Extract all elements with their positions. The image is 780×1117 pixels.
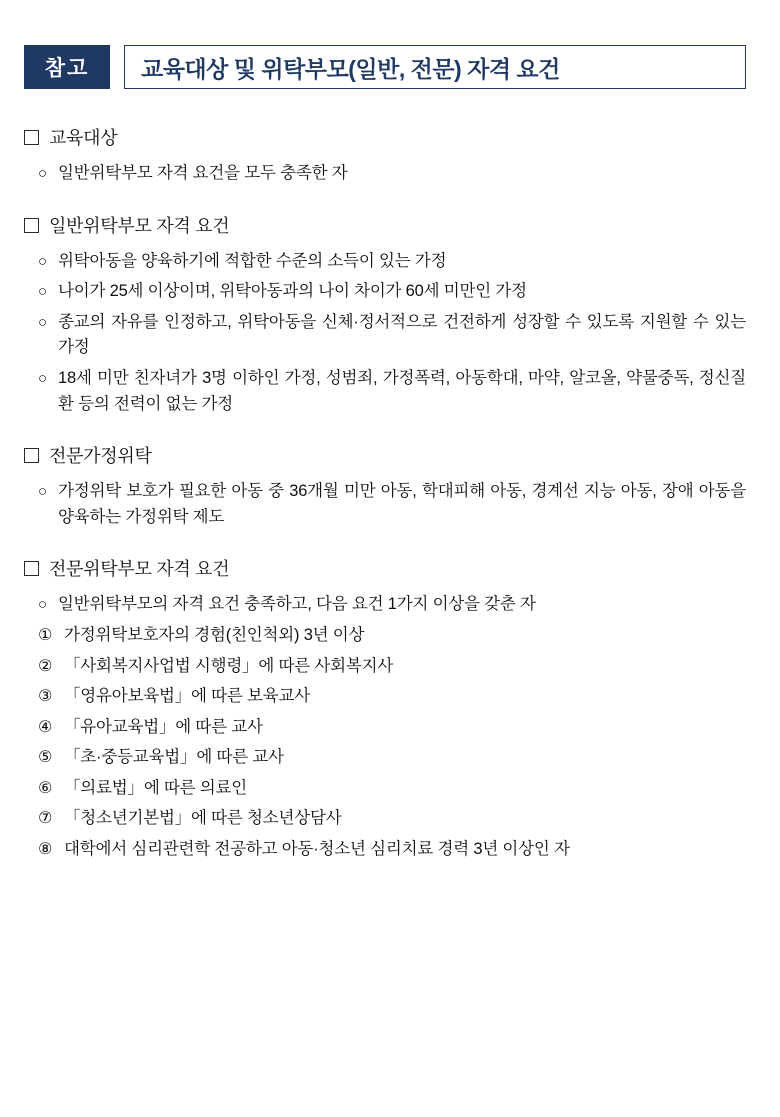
list-item xyxy=(24,161,746,187)
section xyxy=(24,556,746,862)
reference-badge: 참고 xyxy=(24,45,110,89)
list-item-text: 「유아교육법」에 따른 교사 xyxy=(64,717,263,736)
document-header xyxy=(24,45,746,89)
circle-bullet-icon: ○ xyxy=(38,283,48,301)
section-heading xyxy=(24,443,746,469)
numbered-bullet-icon: ⑤ xyxy=(38,749,53,767)
numbered-bullet-icon: ③ xyxy=(38,688,53,706)
section-title: 교육대상 xyxy=(49,128,118,148)
numbered-bullet-icon: ⑧ xyxy=(38,840,53,858)
list-item xyxy=(24,806,746,832)
list-item-text: 대학에서 심리관련학 전공하고 아동·청소년 심리치료 경력 3년 이상인 자 xyxy=(64,839,570,858)
list-item xyxy=(24,837,746,863)
list-item-text: 일반위탁부모의 자격 요건 충족하고, 다음 요건 1가지 이상을 갖춘 자 xyxy=(58,595,536,614)
list-item-text: 「초·중등교육법」에 따른 교사 xyxy=(64,748,284,767)
section-item-list xyxy=(24,592,746,862)
numbered-bullet-icon: ⑦ xyxy=(38,810,53,828)
section-title: 전문가정위탁 xyxy=(49,446,152,467)
list-item xyxy=(24,479,746,530)
section xyxy=(24,443,746,530)
section-item-list xyxy=(24,479,746,530)
circle-bullet-icon: ○ xyxy=(38,370,48,387)
page-title: 교육대상 및 위탁부모(일반, 전문) 자격 요건 xyxy=(141,55,560,82)
list-item-text: 「사회복지사업법 시행령」에 따른 사회복지사 xyxy=(64,656,394,675)
circle-bullet-icon: ○ xyxy=(38,165,48,183)
section xyxy=(24,213,746,417)
list-item-text: 18세 미만 친자녀가 3명 이하인 가정, 성범죄, 가정폭력, 아동학대, 마약, 알코올, 약물중독, 정신질환 등의 전력이 없는 가정 xyxy=(58,369,746,413)
checkbox-square-icon xyxy=(24,448,39,463)
section xyxy=(24,125,746,187)
list-item xyxy=(24,654,746,680)
circle-bullet-icon: ○ xyxy=(38,313,48,331)
section-heading xyxy=(24,125,746,151)
section-heading xyxy=(24,556,746,582)
checkbox-square-icon xyxy=(24,218,39,233)
list-item xyxy=(24,745,746,771)
list-item-text: 가정위탁 보호가 필요한 아동 중 36개월 미만 아동, 학대피해 아동, 경계선 지능 아동, 장애 아동을 양육하는 가정위탁 제도 xyxy=(58,482,746,526)
circle-bullet-icon: ○ xyxy=(38,596,48,614)
list-item xyxy=(24,623,746,649)
document-body xyxy=(24,125,746,863)
circle-bullet-icon: ○ xyxy=(38,483,48,501)
list-item xyxy=(24,776,746,802)
numbered-bullet-icon: ① xyxy=(38,627,53,644)
list-item-text: 종교의 자유를 인정하고, 위탁아동을 신체·정서적으로 건전하게 성장할 수 있도록 지원할 수 있는 가정 xyxy=(58,312,746,357)
list-item xyxy=(24,249,746,275)
checkbox-square-icon xyxy=(24,130,39,145)
list-item xyxy=(24,715,746,741)
list-item xyxy=(24,310,746,361)
list-item-text: 「청소년기본법」에 따른 청소년상담사 xyxy=(64,809,342,828)
list-item xyxy=(24,592,746,618)
list-item-text: 일반위탁부모 자격 요건을 모두 충족한 자 xyxy=(58,164,348,183)
section-item-list xyxy=(24,161,746,187)
list-item-text: 위탁아동을 양육하기에 적합한 수준의 소득이 있는 가정 xyxy=(58,251,447,270)
section-title: 일반위탁부모 자격 요건 xyxy=(49,215,230,236)
numbered-bullet-icon: ② xyxy=(38,657,53,675)
document-title-box xyxy=(124,45,746,89)
section-heading xyxy=(24,213,746,239)
list-item-text: 「의료법」에 따른 의료인 xyxy=(64,778,248,797)
list-item-text: 「영유아보육법」에 따른 보육교사 xyxy=(64,687,310,706)
section-title: 전문위탁부모 자격 요건 xyxy=(49,559,230,580)
list-item xyxy=(24,279,746,305)
numbered-bullet-icon: ⑥ xyxy=(38,779,53,797)
list-item-text: 가정위탁보호자의 경험(친인척외) 3년 이상 xyxy=(64,626,365,644)
section-item-list xyxy=(24,249,746,417)
list-item xyxy=(24,366,746,417)
list-item xyxy=(24,684,746,710)
checkbox-square-icon xyxy=(24,561,39,576)
numbered-bullet-icon: ④ xyxy=(38,718,53,736)
list-item-text: 나이가 25세 이상이며, 위탁아동과의 나이 차이가 60세 미만인 가정 xyxy=(58,282,527,301)
circle-bullet-icon: ○ xyxy=(38,252,48,270)
